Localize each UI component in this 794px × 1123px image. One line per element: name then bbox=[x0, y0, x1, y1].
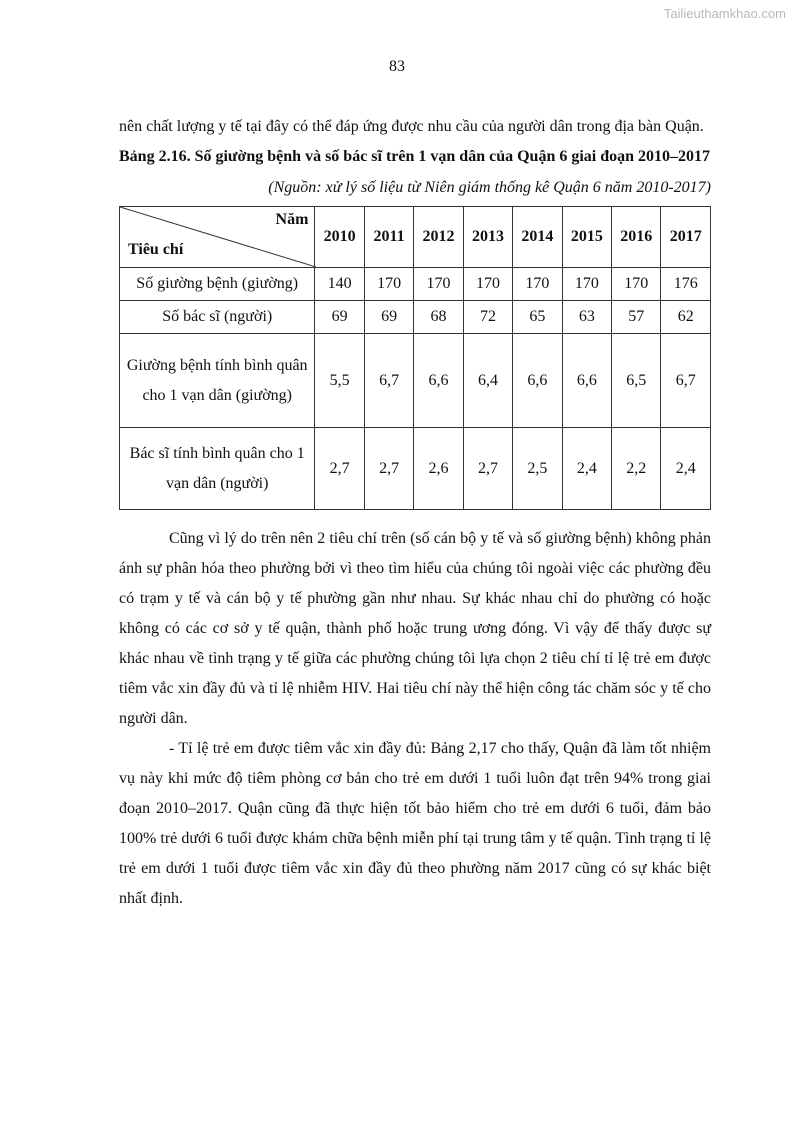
table-source: (Nguồn: xử lý số liệu từ Niên giám thống kê Quận 6 năm 2010-2017) bbox=[268, 179, 711, 196]
page-number: 83 bbox=[389, 58, 405, 75]
row-label: Bác sĩ tính bình quân cho 1 vạn dân (người) bbox=[120, 428, 315, 510]
table-cell: 2,6 bbox=[414, 428, 463, 510]
table-cell: 170 bbox=[414, 268, 463, 301]
year-header: 2017 bbox=[661, 207, 711, 268]
table-cell: 68 bbox=[414, 301, 463, 334]
table-cell: 2,7 bbox=[463, 428, 512, 510]
year-header: 2011 bbox=[364, 207, 413, 268]
table-cell: 170 bbox=[612, 268, 661, 301]
table-cell: 170 bbox=[562, 268, 611, 301]
table-cell: 72 bbox=[463, 301, 512, 334]
table-cell: 5,5 bbox=[315, 334, 364, 428]
table-cell: 6,5 bbox=[612, 334, 661, 428]
table-cell: 69 bbox=[364, 301, 413, 334]
table-caption: Bảng 2.16. Số giường bệnh và số bác sĩ trên 1 vạn dân của Quận 6 giai đoạn 2010–2017 bbox=[119, 148, 711, 165]
table-cell: 6,6 bbox=[562, 334, 611, 428]
data-table bbox=[119, 206, 711, 510]
table-cell: 69 bbox=[315, 301, 364, 334]
row-label: Giường bệnh tính bình quân cho 1 vạn dân (giường) bbox=[120, 334, 315, 428]
row-label: Số bác sĩ (người) bbox=[120, 301, 315, 334]
paragraph-2: - Tỉ lệ trẻ em được tiêm vắc xin đầy đủ: Bảng 2,17 cho thấy, Quận đã làm tốt nhiệm vụ này khi mức độ tiêm phòng cơ bản cho trẻ em dưới 1 tuổi luôn đạt trên 94% trong giai đoạn 2010–2017. Quận cũng đã thực hiện tốt bảo hiểm cho trẻ em dưới 6 tuổi, đảm bảo 100% trẻ dưới 6 tuổi được khám chữa bệnh miễn phí tại trung tâm y tế quận. Tình trạng tỉ lệ trẻ em dưới 1 tuổi được tiêm vắc xin đầy đủ theo phường năm 2017 cũng có sự khác biệt nhất định. bbox=[119, 740, 711, 907]
year-header: 2015 bbox=[562, 207, 611, 268]
table-cell: 6,6 bbox=[513, 334, 562, 428]
table-cell: 140 bbox=[315, 268, 364, 301]
year-header: 2012 bbox=[414, 207, 463, 268]
table-cell: 2,7 bbox=[364, 428, 413, 510]
header-year-label: Năm bbox=[275, 211, 309, 228]
table-cell: 176 bbox=[661, 268, 711, 301]
table-cell: 63 bbox=[562, 301, 611, 334]
table-row bbox=[120, 301, 711, 334]
intro-text: nên chất lượng y tế tại đây có thể đáp ứng được nhu cầu của người dân trong địa bàn Quận. bbox=[119, 118, 704, 135]
table-cell: 2,4 bbox=[661, 428, 711, 510]
diagonal-header-cell bbox=[120, 207, 315, 268]
table-cell: 6,6 bbox=[414, 334, 463, 428]
document-body bbox=[119, 112, 711, 914]
header-criteria-label: Tiêu chí bbox=[128, 241, 184, 258]
table-cell: 2,7 bbox=[315, 428, 364, 510]
table-cell: 2,4 bbox=[562, 428, 611, 510]
table-cell: 6,7 bbox=[364, 334, 413, 428]
year-header: 2014 bbox=[513, 207, 562, 268]
row-label: Số giường bệnh (giường) bbox=[120, 268, 315, 301]
year-header: 2010 bbox=[315, 207, 364, 268]
year-header: 2013 bbox=[463, 207, 512, 268]
table-header-row bbox=[120, 207, 711, 268]
table-row bbox=[120, 428, 711, 510]
paragraph-1: Cũng vì lý do trên nên 2 tiêu chí trên (số cán bộ y tế và số giường bệnh) không phản ánh sự phân hóa theo phường bởi vì theo tìm hiểu của chúng tôi ngoài việc các phường đều có trạm y tế và cán bộ y tế phường gần như nhau. Sự khác nhau chỉ do phường có hoặc không có các cơ sở y tế quận, thành phố hoặc trung ương đóng. Vì vậy để thấy được sự khác nhau về tình trạng y tế giữa các phường chúng tôi lựa chọn 2 tiêu chí tỉ lệ trẻ em được tiêm vắc xin đầy đủ và tỉ lệ nhiễm HIV. Hai tiêu chí này thể hiện công tác chăm sóc y tế cho người dân. bbox=[119, 530, 711, 727]
table-cell: 170 bbox=[463, 268, 512, 301]
table-cell: 2,2 bbox=[612, 428, 661, 510]
table-row bbox=[120, 268, 711, 301]
table-cell: 2,5 bbox=[513, 428, 562, 510]
table-cell: 6,4 bbox=[463, 334, 512, 428]
table-cell: 57 bbox=[612, 301, 661, 334]
table-cell: 65 bbox=[513, 301, 562, 334]
table-row bbox=[120, 334, 711, 428]
table-cell: 170 bbox=[364, 268, 413, 301]
table-cell: 6,7 bbox=[661, 334, 711, 428]
table-cell: 62 bbox=[661, 301, 711, 334]
watermark: Tailieuthamkhao.com bbox=[663, 6, 786, 21]
table-cell: 170 bbox=[513, 268, 562, 301]
year-header: 2016 bbox=[612, 207, 661, 268]
